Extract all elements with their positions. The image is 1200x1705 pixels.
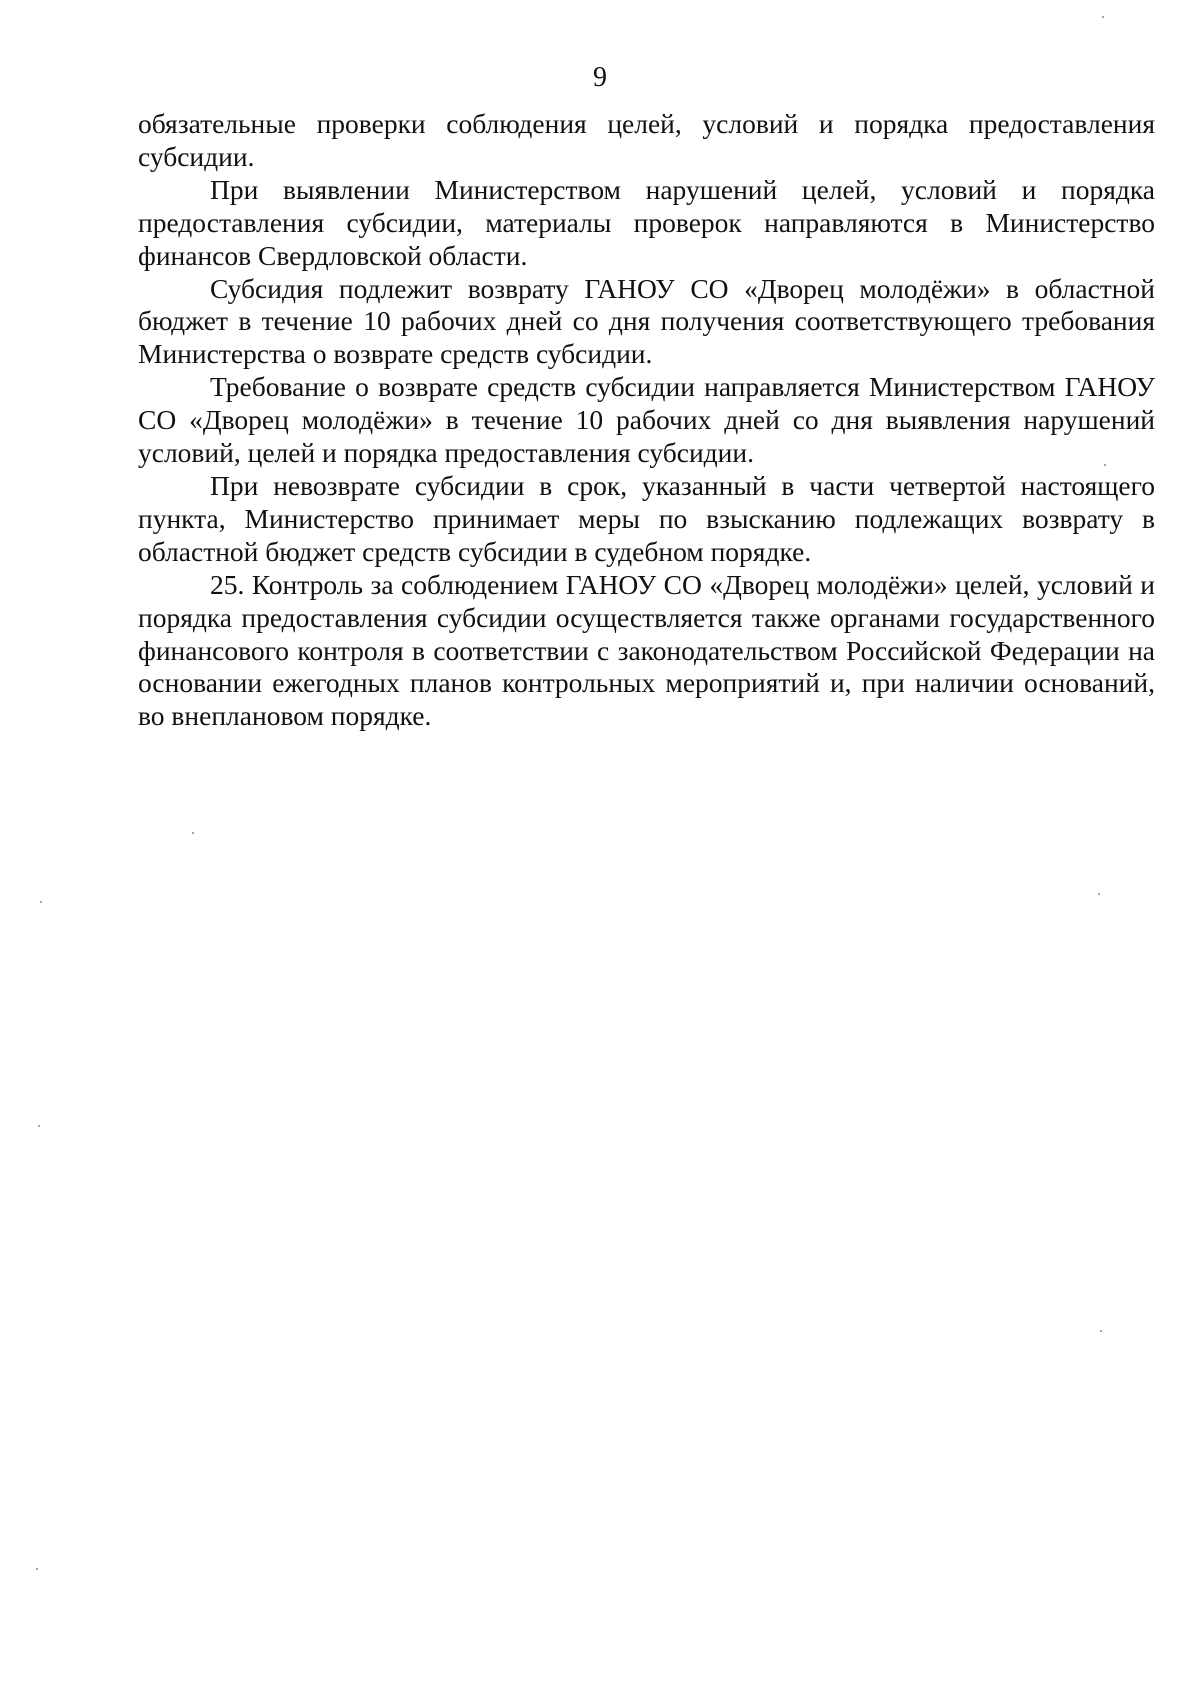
paragraph-non-return: При невозврате субсидии в срок, указанный в части четвертой настоящего пункта, Министерство принимает меры по взысканию подлежащих возврату в областной бюджет средств субсидии в судебном порядке.	[138, 469, 1155, 567]
scan-speck	[1100, 1330, 1102, 1332]
page-number: 9	[593, 62, 607, 93]
scan-speck	[40, 901, 42, 903]
paragraph-violations: При выявлении Министерством нарушений целей, условий и порядка предоставления субсидии, материалы проверок направляются в Министерство финансов Свердловской области.	[138, 173, 1155, 271]
scan-speck	[1098, 893, 1100, 895]
paragraph-item-25: 25. Контроль за соблюдением ГАНОУ СО «Дворец молодёжи» целей, условий и порядка предоставления субсидии осуществляется также органами государственного финансового контроля в соответствии с законодательством Российской Федерации на основании ежегодных планов контрольных мероприятий и, при наличии оснований, во внеплановом порядке.	[138, 568, 1155, 732]
scan-speck	[38, 1125, 40, 1127]
scan-speck	[1104, 464, 1106, 466]
paragraph-refund: Субсидия подлежит возврату ГАНОУ СО «Дворец молодёжи» в областной бюджет в течение 10 рабочих дней со дня получения соответствующего требования Министерства о возврате средств субсидии.	[138, 272, 1155, 370]
scan-speck	[36, 1568, 38, 1570]
document-body	[138, 108, 1155, 733]
paragraph-continuation: обязательные проверки соблюдения целей, условий и порядка предоставления субсидии.	[138, 108, 1155, 172]
paragraph-refund-demand: Требование о возврате средств субсидии направляется Министерством ГАНОУ СО «Дворец молодёжи» в течение 10 рабочих дней со дня выявления нарушений условий, целей и порядка предоставления субсидии.	[138, 371, 1155, 469]
scan-speck	[1102, 16, 1104, 18]
scan-speck	[192, 832, 194, 834]
